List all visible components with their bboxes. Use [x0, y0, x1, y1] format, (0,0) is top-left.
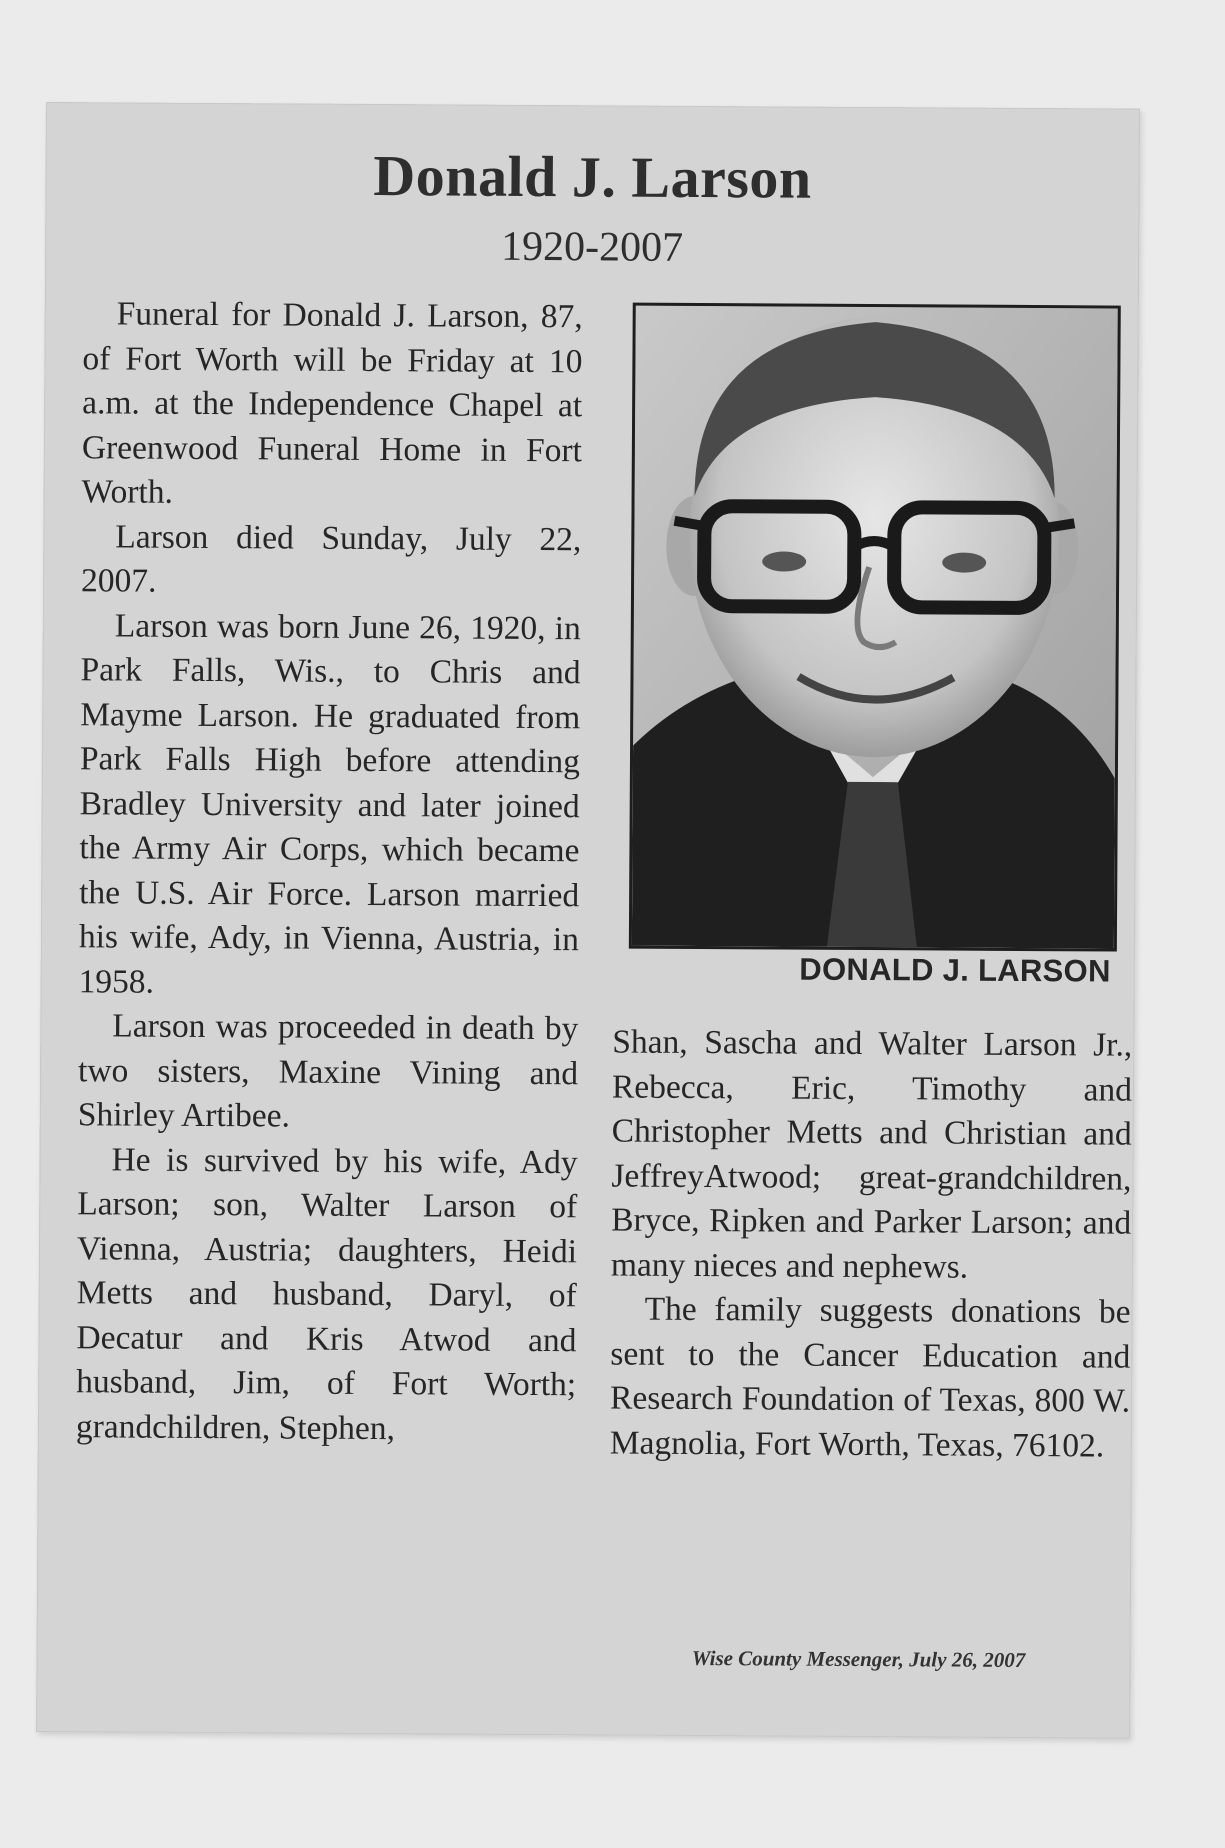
obituary-dates: 1920-2007: [500, 223, 684, 271]
paragraph-donations: The family suggests donations be sent to the Cancer Education and Research Foundation of Texas, 800 W. Magnolia, Fort Worth, Texas, 76102.: [609, 1290, 1131, 1464]
paragraph-funeral: Funeral for Donald J. Larson, 87, of Fort Worth will be Friday at 10 a.m. at the Independence Chapel at Greenwood Funeral Home in Fort Worth.: [81, 295, 583, 511]
paragraph-preceded: Larson was proceeded in death by two sisters, Maxine Vining and Shirley Artibee.: [77, 1007, 579, 1135]
paragraph-survivors: He is survived by his wife, Ady Larson; son, Walter Larson of Vienna, Austria; daughters, Heidi Metts and husband, Daryl, of Decatur and Kris Atwod and husband, Jim, of Fort Worth; grandchildren, Stephen,: [75, 1140, 578, 1447]
source-credit: Wise County Messenger, July 26, 2007: [691, 1645, 1026, 1673]
paragraph-biography: Larson was born June 26, 1920, in Park Falls, Wis., to Chris and Mayme Larson. He graduated from Park Falls High before attending Bradley University and later joined the Army Air Corps, which became the U.S. Air Force. Larson married his wife, Ady, in Vienna, Austria, in 1958.: [78, 606, 581, 1001]
portrait-photo: [629, 303, 1121, 952]
obituary-title: Donald J. Larson: [373, 143, 812, 211]
left-column: [76, 292, 583, 1452]
photo-caption: DONALD J. LARSON: [799, 951, 1111, 989]
paragraph-death: Larson died Sunday, July 22, 2007.: [80, 517, 582, 600]
right-column: [610, 1020, 1133, 1468]
newspaper-clipping: [36, 102, 1140, 1739]
paragraph-survivors-continued: Shan, Sascha and Walter Larson Jr., Rebecca, Eric, Timothy and Christopher Metts and Christian and JeffreyAtwood; great-grandchildren, Bryce, Ripken and Parker Larson; and many nieces and nephews.: [610, 1023, 1133, 1286]
